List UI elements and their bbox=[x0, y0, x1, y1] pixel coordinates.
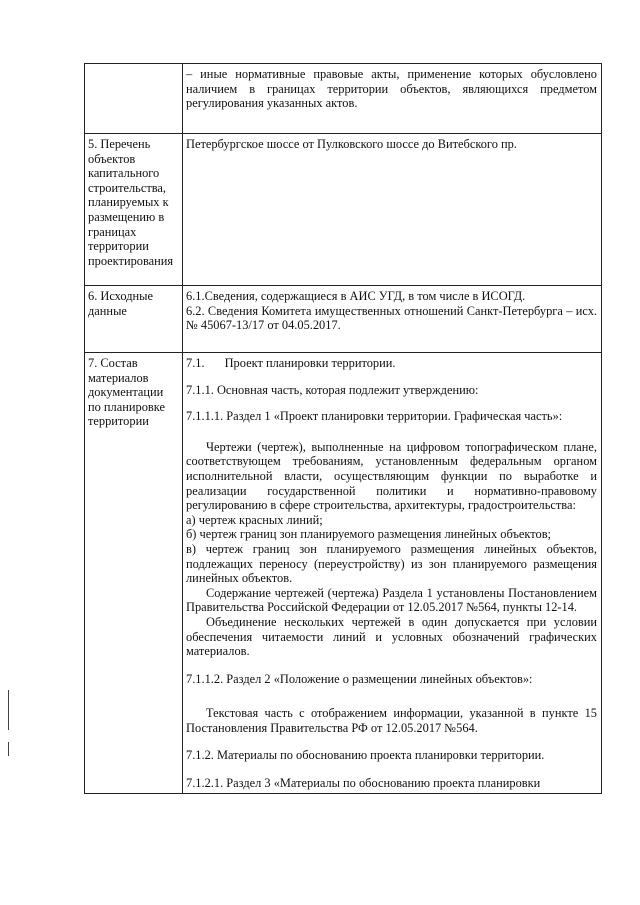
section-number: 7.1. bbox=[186, 356, 205, 370]
list-item: б) чертеж границ зон планируемого размещения линейных объектов; bbox=[186, 527, 551, 542]
row-label-cell: 5. Перечень объектов капитального строительства, планируемых к размещению в границах территории проектирования bbox=[85, 134, 183, 286]
other-acts-text: – иные нормативные правовые акты, применение которых обусловлено наличием в границах территории объектов, являющихся предметом регулирования указанных актов. bbox=[186, 67, 597, 111]
row-label-cell: 6. Исходные данные bbox=[85, 286, 183, 353]
table-row bbox=[85, 64, 602, 134]
section-heading: 7.1.1. Основная часть, которая подлежит утверждению: bbox=[186, 382, 479, 397]
paragraph-text: Содержание чертежей (чертежа) Раздела 1 установлены Постановлением Правительства Российской Федерации от 12.05.2017 №564, пункты 12-14. bbox=[186, 585, 597, 615]
table-row bbox=[85, 286, 602, 353]
section-heading bbox=[186, 356, 597, 371]
scan-edge-line bbox=[8, 690, 9, 730]
section-heading: 7.1.1.2. Раздел 2 «Положение о размещении линейных объектов»: bbox=[186, 671, 533, 686]
row-content-cell bbox=[183, 64, 602, 134]
row-content-cell bbox=[183, 353, 602, 794]
row-content-cell bbox=[183, 286, 602, 353]
section-heading: 7.1.2. Материалы по обоснованию проекта планировки территории. bbox=[186, 748, 545, 763]
list-item: а) чертеж красных линий; bbox=[186, 512, 323, 527]
paragraph-text: Чертежи (чертеж), выполненные на цифровом топографическом плане, соответствующем требованиям, установленным федеральным органом исполнительной власти, осуществляющим функции по выработке и реализации государственной политики и нормативно-правовому регулированию в сфере строительства, архитектуры, градостроительства: bbox=[186, 439, 597, 513]
section-title: Проект планировки территории. bbox=[224, 356, 396, 370]
row-label-cell bbox=[85, 64, 183, 134]
section-heading: 7.1.1.1. Раздел 1 «Проект планировки территории. Графическая часть»: bbox=[186, 409, 563, 424]
section-heading: 7.1.2.1. Раздел 3 «Материалы по обоснованию проекта планировки bbox=[186, 776, 541, 791]
table-row bbox=[85, 134, 602, 286]
list-item: в) чертеж границ зон планируемого размещения линейных объектов, подлежащих переносу (переустройству) из зон планируемого размещения линейных объектов. bbox=[186, 541, 597, 586]
table-row bbox=[85, 353, 602, 794]
specification-table bbox=[84, 63, 602, 794]
row-label-cell: 7. Состав материалов документации по планировке территории bbox=[85, 353, 183, 794]
row-content-cell bbox=[183, 134, 602, 286]
scan-edge-line bbox=[8, 742, 9, 756]
source-data-item: 6.1.Сведения, содержащиеся в АИС УГД, в том числе в ИСОГД. bbox=[186, 289, 526, 303]
paragraph-text: Текстовая часть с отображением информации, указанной в пункте 15 Постановления Правительства РФ от 12.05.2017 №564. bbox=[186, 706, 597, 735]
paragraph-text: Объединение нескольких чертежей в один допускается при условии обеспечения читаемости линий и условных обозначений графических материалов. bbox=[186, 614, 597, 659]
source-data-item: 6.2. Сведения Комитета имущественных отношений Санкт-Петербурга – исх. № 45067-13/17 от 04.05.2017. bbox=[186, 303, 597, 333]
objects-list-text: Петербургское шоссе от Пулковского шоссе до Витебского пр. bbox=[186, 137, 517, 151]
